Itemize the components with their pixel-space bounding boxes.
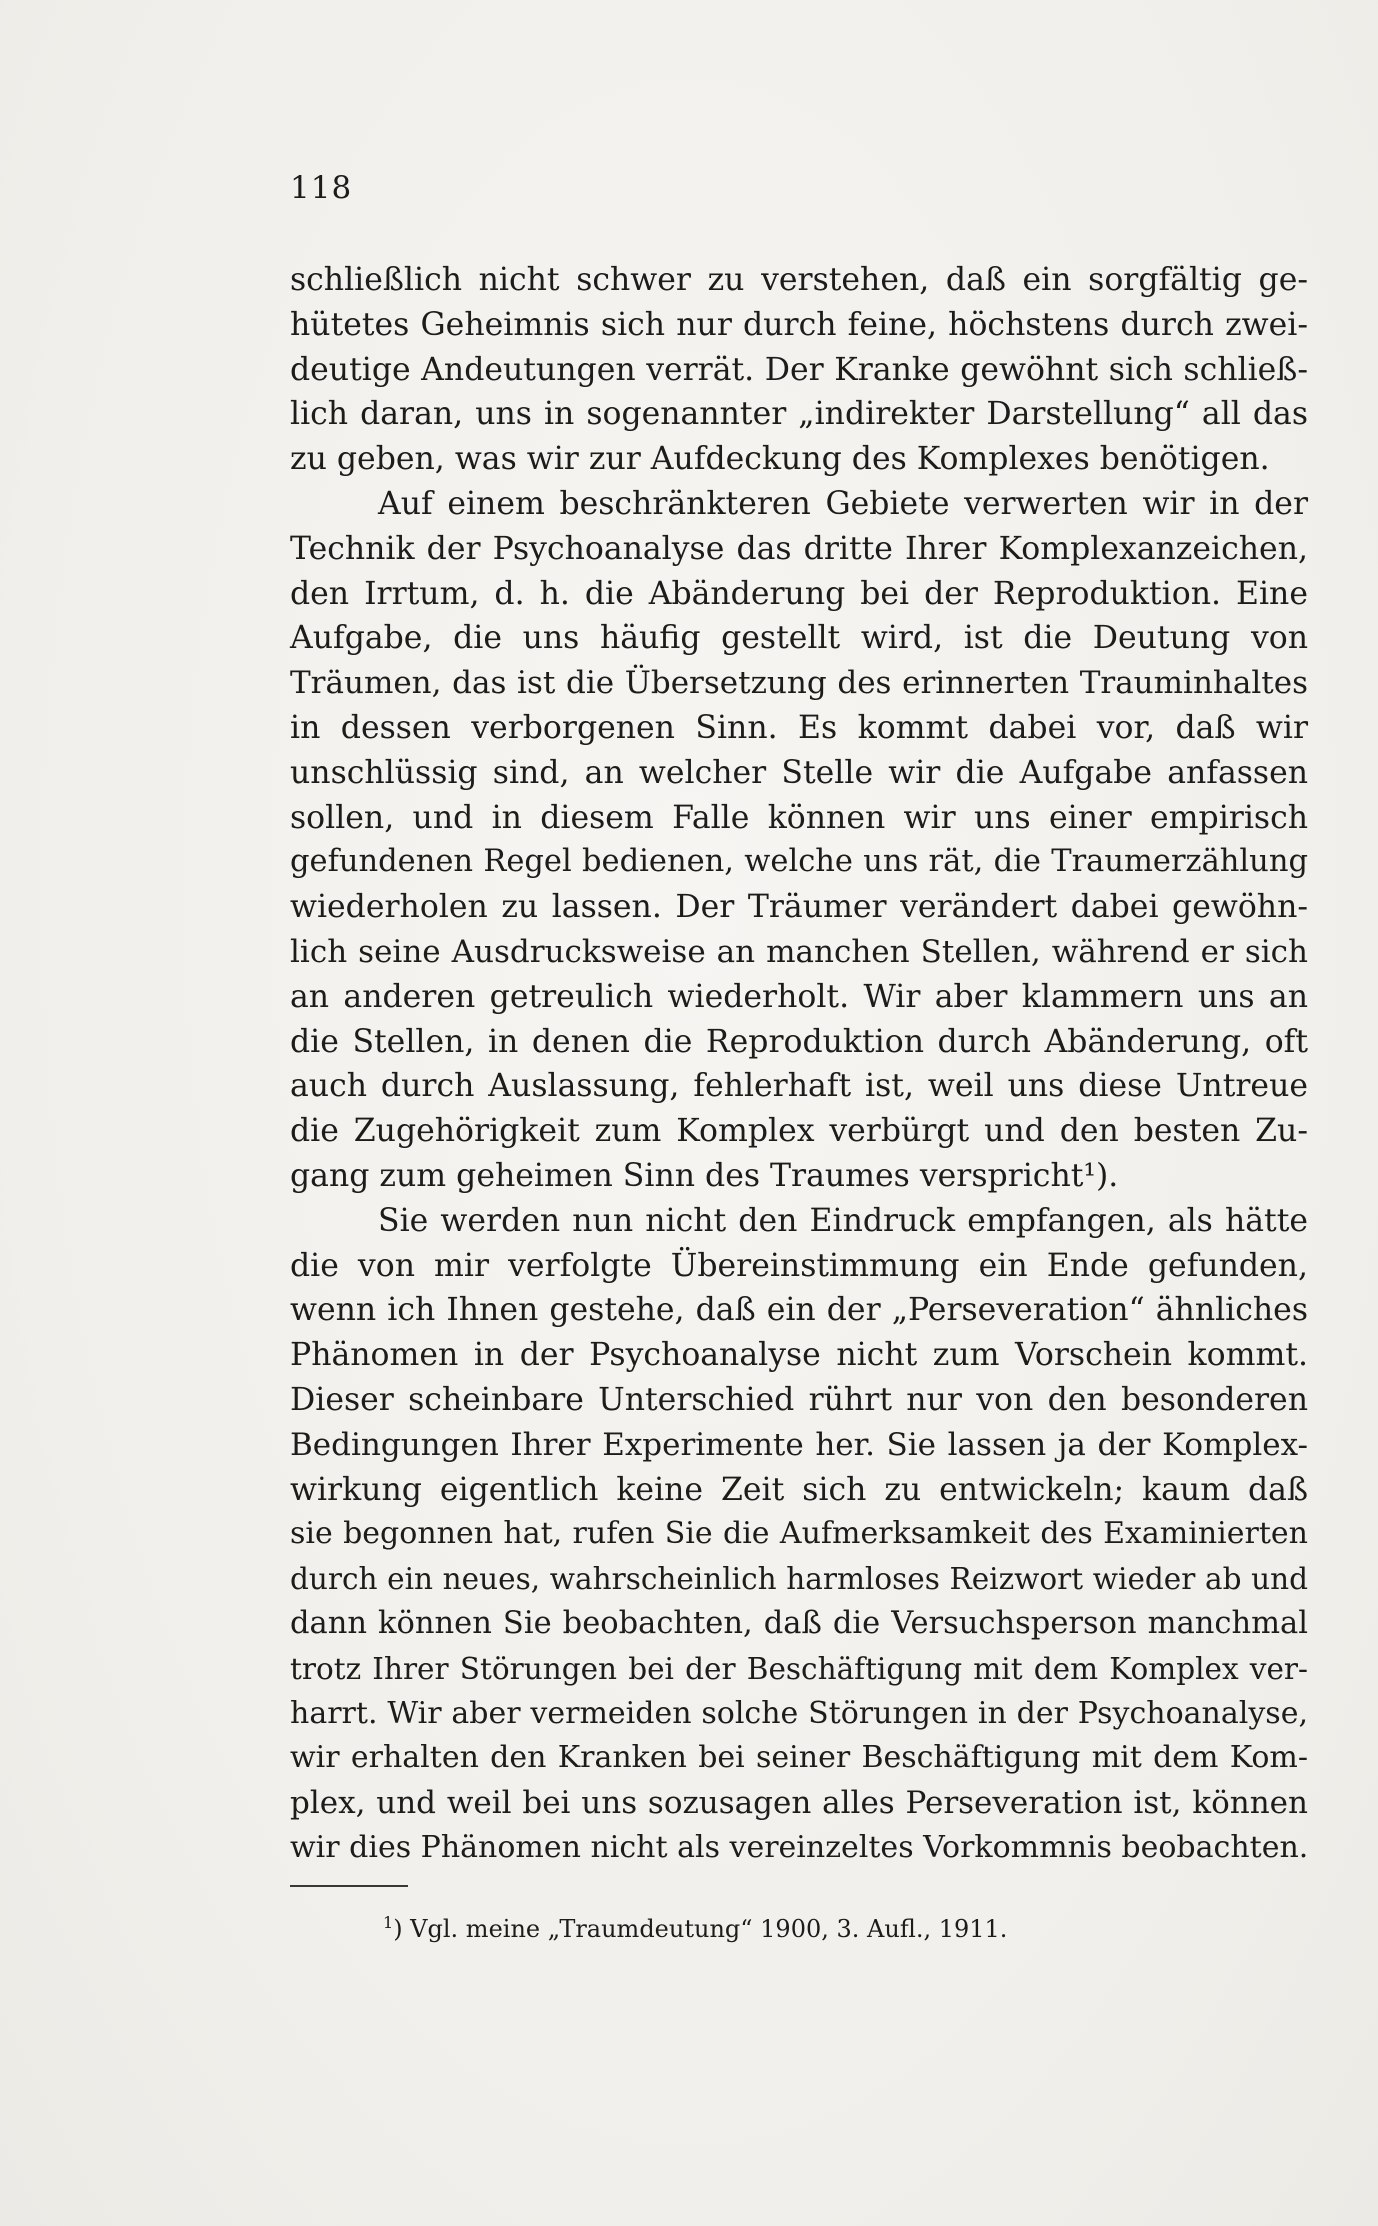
text-line: lich seine Ausdrucksweise an manchen Stellen, während er sich xyxy=(290,933,1308,970)
footnote xyxy=(383,1912,1007,1946)
text-line: wirkung eigentlich keine Zeit sich zu entwickeln; kaum daß xyxy=(290,1471,1308,1508)
text-line: trotz Ihrer Störungen bei der Beschäftigung mit dem Komplex ver- xyxy=(290,1651,1308,1686)
text-line: unschlüssig sind, an welcher Stelle wir die Aufgabe anfassen xyxy=(290,754,1308,791)
text-line: Aufgabe, die uns häufig gestellt wird, ist die Deutung von xyxy=(290,620,1308,657)
page-number: 118 xyxy=(290,170,353,206)
footnote-divider xyxy=(290,1885,408,1887)
text-line: dann können Sie beobachten, daß die Versuchsperson manchmal xyxy=(290,1605,1308,1641)
text-line: plex, und weil bei uns sozusagen alles Perseveration ist, können xyxy=(290,1785,1308,1822)
text-line: Träumen, das ist die Übersetzung des erinnerten Trauminhaltes xyxy=(290,665,1308,702)
paragraph-2 xyxy=(290,482,1308,1199)
text-line: den Irrtum, d. h. die Abänderung bei der Reproduktion. Eine xyxy=(290,575,1308,612)
footnote-text: ) Vgl. meine „Traumdeutung“ 1900, 3. Aufl., 1911. xyxy=(393,1915,1008,1943)
paragraph-1 xyxy=(290,258,1308,482)
text-line: gefundenen Regel bedienen, welche uns rät, die Traumerzählung xyxy=(290,844,1308,880)
text-line: die von mir verfolgte Übereinstimmung ein Ende gefunden, xyxy=(290,1247,1308,1284)
text-line: lich daran, uns in sogenannter „indirekter Darstellung“ all das xyxy=(290,396,1308,433)
text-line: wiederholen zu lassen. Der Träumer verändert dabei gewöhn- xyxy=(290,889,1308,926)
paragraph-3 xyxy=(290,1199,1308,1871)
footnote-marker: 1 xyxy=(383,1913,394,1932)
text-line: hütetes Geheimnis sich nur durch feine, höchstens durch zwei- xyxy=(290,306,1308,343)
text-line: zu geben, was wir zur Aufdeckung des Komplexes benötigen. xyxy=(290,441,1270,478)
text-line: auch durch Auslassung, fehlerhaft ist, weil uns diese Untreue xyxy=(290,1068,1308,1105)
text-line: wir erhalten den Kranken bei seiner Beschäftigung mit dem Kom- xyxy=(290,1740,1308,1776)
text-line: in dessen verborgenen Sinn. Es kommt dabei vor, daß wir xyxy=(290,709,1308,746)
text-line: Bedingungen Ihrer Experimente her. Sie lassen ja der Komplex- xyxy=(290,1426,1308,1463)
text-line: durch ein neues, wahrscheinlich harmloses Reizwort wieder ab und xyxy=(290,1562,1308,1597)
text-line: schließlich nicht schwer zu verstehen, daß ein sorgfältig ge- xyxy=(290,262,1308,298)
text-line: Dieser scheinbare Unterschied rührt nur von den besonderen xyxy=(290,1381,1308,1418)
text-line: wir dies Phänomen nicht als vereinzeltes Vorkommnis beobachten. xyxy=(290,1829,1309,1865)
text-line: wenn ich Ihnen gestehe, daß ein der „Perseveration“ ähnliches xyxy=(290,1292,1308,1329)
text-line: harrt. Wir aber vermeiden solche Störungen in der Psychoanalyse, xyxy=(290,1695,1308,1731)
body-text xyxy=(290,258,1308,1871)
text-line: die Stellen, in denen die Reproduktion durch Abänderung, oft xyxy=(290,1023,1308,1060)
text-line: Sie werden nun nicht den Eindruck empfangen, als hätte xyxy=(378,1202,1308,1239)
text-line: Auf einem beschränkteren Gebiete verwerten wir in der xyxy=(378,485,1308,522)
text-line: sie begonnen hat, rufen Sie die Aufmerksamkeit des Examinierten xyxy=(290,1516,1308,1552)
text-line: deutige Andeutungen verrät. Der Kranke gewöhnt sich schließ- xyxy=(290,351,1308,388)
text-line: die Zugehörigkeit zum Komplex verbürgt und den besten Zu- xyxy=(290,1113,1308,1150)
text-line: sollen, und in diesem Falle können wir uns einer empirisch xyxy=(290,799,1308,836)
text-line: an anderen getreulich wiederholt. Wir aber klammern uns an xyxy=(290,978,1308,1015)
text-line: Phänomen in der Psychoanalyse nicht zum Vorschein kommt. xyxy=(290,1337,1308,1374)
text-line: gang zum geheimen Sinn des Traumes verspricht¹). xyxy=(290,1157,1119,1194)
text-line: Technik der Psychoanalyse das dritte Ihrer Komplexanzeichen, xyxy=(290,530,1308,567)
